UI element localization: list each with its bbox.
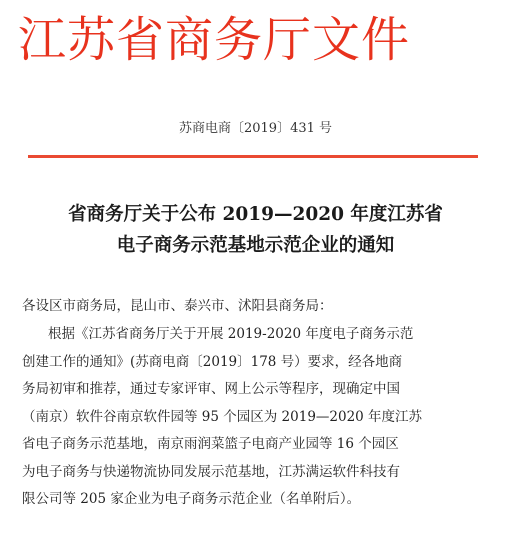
- notice-addressee: 各设区市商务局，昆山市、泰兴市、沭阳县商务局：: [22, 298, 333, 314]
- notice-body: [22, 321, 492, 514]
- body-line: 为电子商务与快递物流协同发展示范基地，江苏满运软件科技有: [22, 463, 400, 480]
- notice-title: [0, 199, 511, 261]
- document-number: 苏商电商〔2019〕431 号: [178, 121, 333, 136]
- body-line: （南京）软件谷南京软件园等 95 个园区为 2019—2020 年度江苏: [22, 408, 423, 425]
- body-line: 根据《江苏省商务厅关于开展 2019-2020 年度电子商务示范: [48, 326, 414, 342]
- body-line: 省电子商务示范基地，南京雨润菜篮子电商产业园等 16 个园区: [22, 436, 399, 452]
- red-divider-line: [28, 155, 478, 158]
- body-line: 限公司等 205 家企业为电子商务示范企业（名单附后）。: [22, 491, 361, 507]
- body-line: 创建工作的通知》(苏商电商〔2019〕178 号）要求，经各地商: [22, 353, 403, 370]
- body-line: 务局初审和推荐，通过专家评审、网上公示等程序，现确定中国: [22, 381, 400, 397]
- notice-title-line: 省商务厅关于公布 2019—2020 年度江苏省: [68, 204, 443, 225]
- document-header-title: 江苏省商务厅文件: [18, 12, 411, 68]
- notice-title-line: 电子商务示范基地示范企业的通知: [116, 235, 395, 256]
